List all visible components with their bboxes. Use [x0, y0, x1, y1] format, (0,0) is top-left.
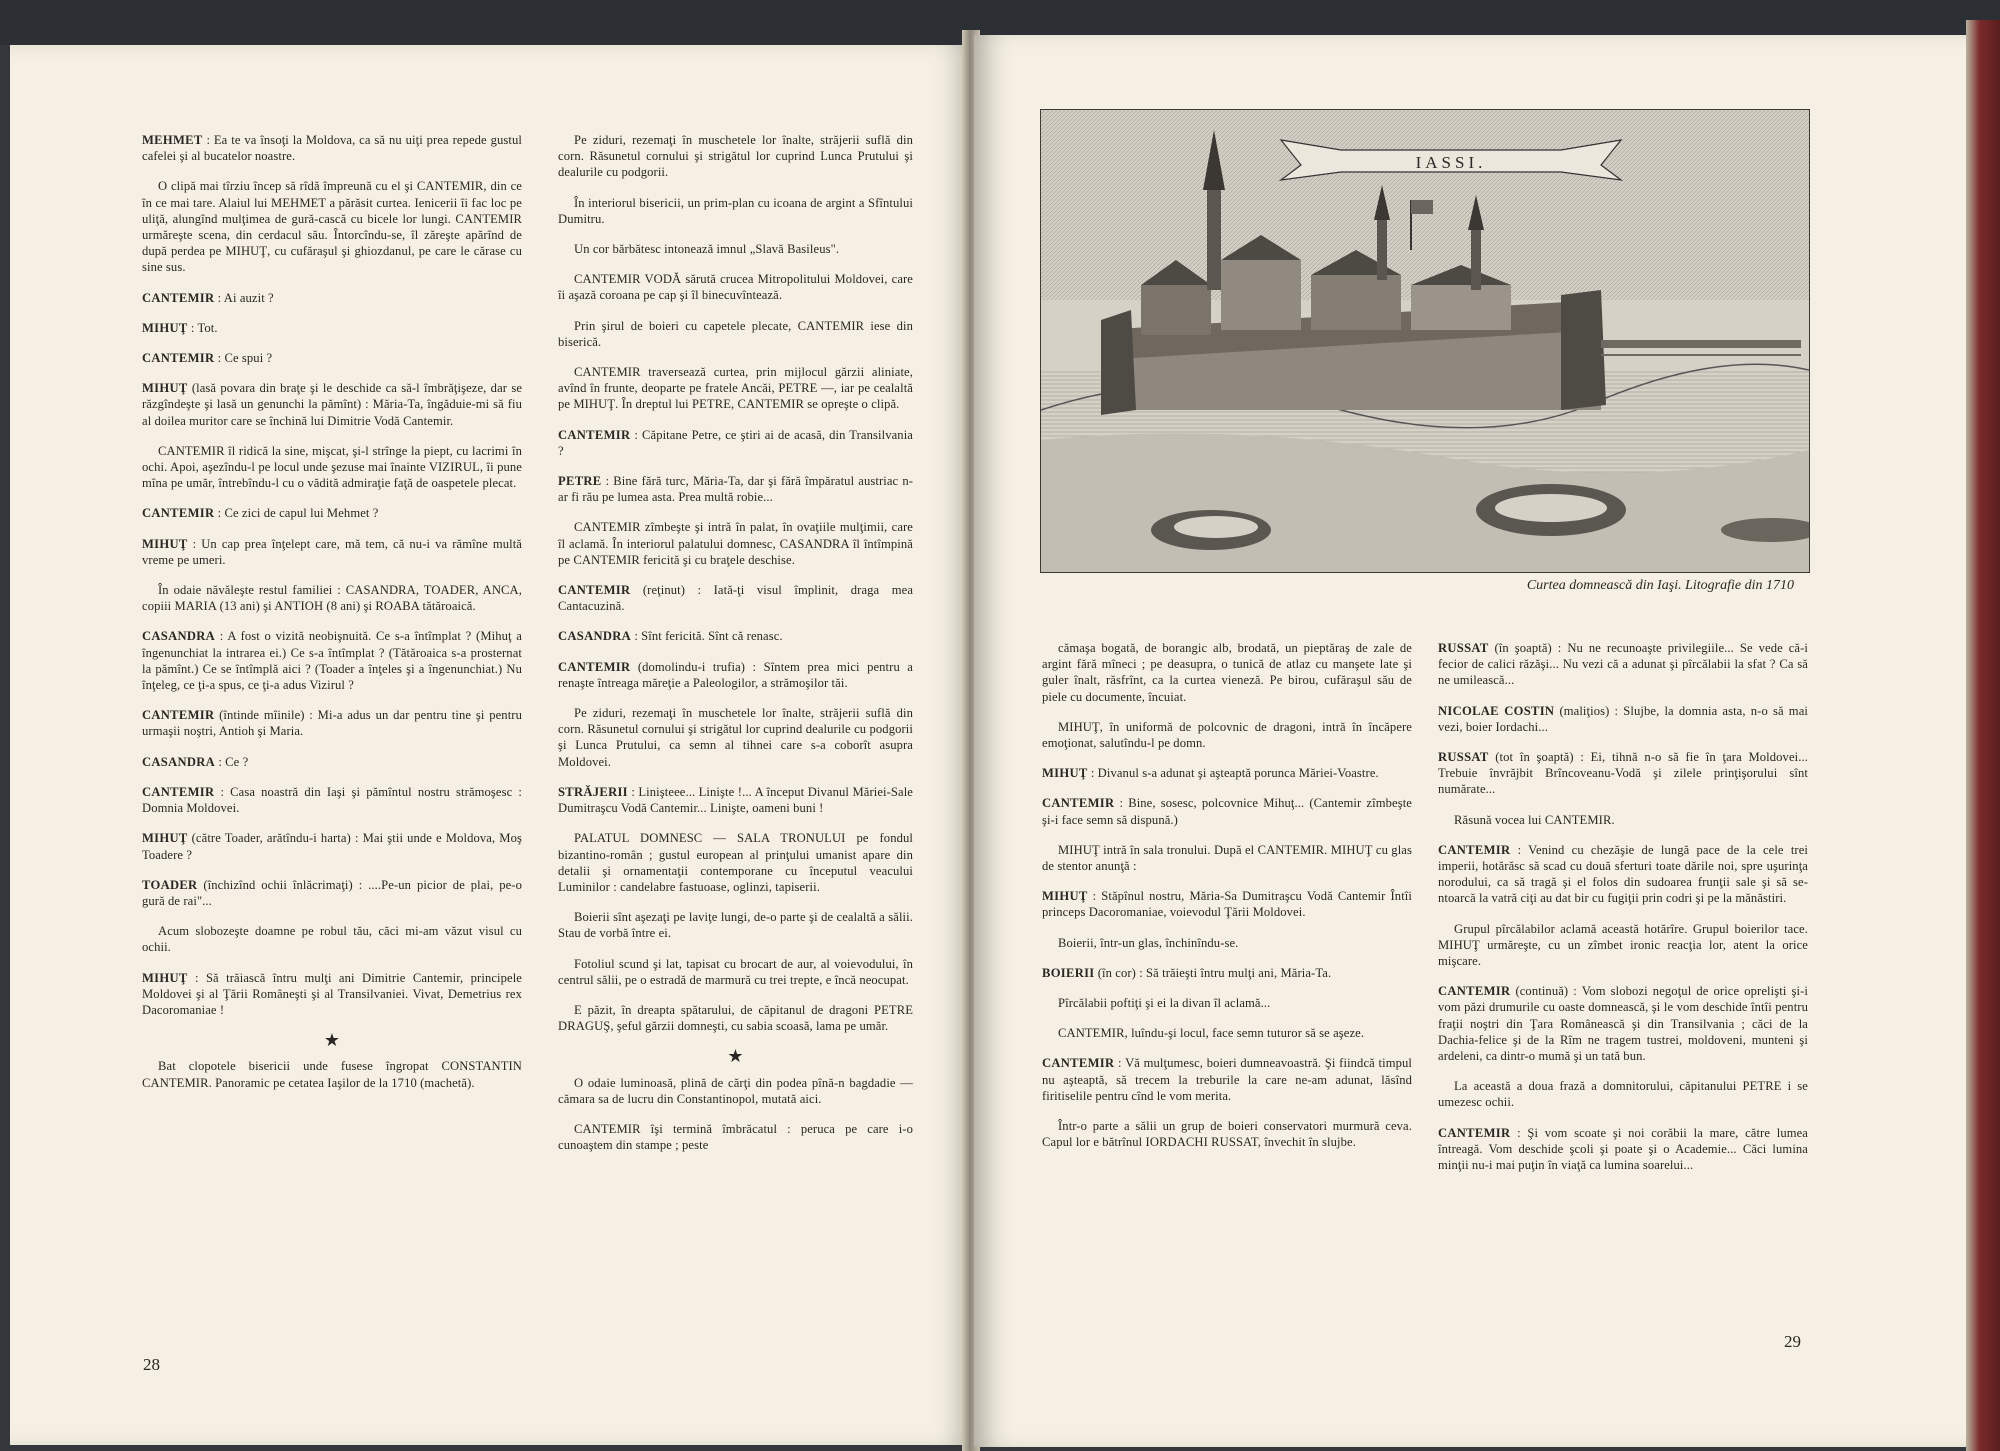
speaker-name: MIHUŢ: [1042, 889, 1088, 904]
paragraph-text: Boierii, într-un glas, închinîndu-se.: [1058, 935, 1239, 950]
speaker-name: MIHUŢ: [142, 831, 188, 846]
paragraph-text: (domolindu-i trufia) : Sîntem prea mici pentru a renaşte întreaga măreţie a Paleologilor, a strămoşilor tăi.: [558, 659, 913, 690]
speaker-name: CANTEMIR: [1042, 796, 1115, 811]
left-page: [10, 45, 970, 1445]
paragraph-text: CANTEMIR zîmbeşte şi intră în palat, în ovaţiile mulţimii, care îl aclamă. În interiorul palatului domnesc, CASANDRA îl întîmpină pe CANTEMIR fericită şi cu braţele deschise.: [558, 520, 913, 567]
speaker-name: CANTEMIR: [142, 506, 215, 521]
speaker-name: CASANDRA: [142, 754, 216, 769]
stage-direction: [558, 132, 913, 181]
speaker-name: RUSSAT: [1438, 641, 1489, 655]
paragraph-text: : Tot.: [190, 320, 218, 335]
stage-direction: [1042, 640, 1412, 705]
stage-direction: [1042, 1118, 1412, 1150]
paragraph-text: : Bine fără turc, Măria-Ta, dar şi fără împăratul austriac n-ar fi rău pe lumea asta. Prea multă robie...: [558, 474, 914, 505]
stage-direction: [558, 271, 913, 303]
dialogue-line: [1438, 983, 1808, 1064]
paragraph-text: : Vă mulţumesc, boieri dumneavoastră. Şi fiindcă timpul nu aşteaptă, să trecem la treburile la care ne-am adunat, lăsînd firitiselile pentru cînd le vom merita.: [1042, 1056, 1412, 1103]
dialogue-line: [1438, 842, 1808, 907]
paragraph-text: : Sînt fericită. Sînt că renasc.: [634, 629, 783, 644]
left-column-2: [558, 132, 913, 1167]
right-page: [974, 35, 1966, 1447]
stage-direction: [142, 443, 522, 492]
paragraph-text: În interiorul bisericii, un prim-plan cu icoana de argint a Sfîntului Dumitru.: [558, 195, 913, 226]
speaker-name: PETRE: [558, 474, 602, 489]
speaker-name: NICOLAE COSTIN: [1438, 703, 1555, 718]
paragraph-text: : Stăpînul nostru, Măria-Sa Dumitraşcu Vodă Cantemir Întîi princeps Dacoromaniae, voievodul Ţării Moldovei.: [1042, 889, 1413, 920]
dialogue-line: [142, 784, 522, 816]
paragraph-text: : Venind cu chezăşie de lungă pace de la cele trei imperii, hotărăsc să scad cu două sferturi toate dările noi, spre uşurinţa norodului, ca să tragă şi el folos din sudoarea frunţii sale şi să se-ntoarcă la vatră ciţi au dat bir cu fugiţii prin codri şi pe la mănăstiri.: [1438, 842, 1809, 906]
paragraph-text: : Să trăiască întru mulţi ani Dimitrie Cantemir, principele Moldovei şi al Ţării Româneşti şi al Transilvaniei. Vivat, Demetrius rex Dacoromaniae !: [142, 970, 522, 1017]
paragraph-text: : Divanul s-a adunat şi aşteaptă porunca Măriei-Voastre.: [1090, 766, 1379, 781]
paragraph-text: : Ce ?: [218, 754, 249, 769]
dialogue-line: [1042, 795, 1412, 827]
stage-direction: [142, 178, 522, 275]
paragraph-text: Bat clopotele bisericii unde fusese îngropat CONSTANTIN CANTEMIR. Panoramic pe cetatea Iaşilor de la 1710 (machetă).: [142, 1059, 522, 1090]
dialogue-line: [142, 970, 522, 1019]
speaker-name: CANTEMIR: [1438, 984, 1511, 999]
paragraph-text: (în cor) : Să trăieşti întru mulţi ani, Măria-Ta.: [1097, 965, 1332, 980]
paragraph-text: CANTEMIR, luîndu-şi locul, face semn tuturor să se aşeze.: [1058, 1026, 1365, 1041]
paragraph-text: Fotoliul scund şi lat, tapisat cu brocart de aur, al voievodului, în centrul sălii, pe o estradă de marmură cu trei trepte, e încă neocupat.: [558, 956, 913, 987]
paragraph-text: Grupul pîrcălabilor aclamă această hotărîre. Grupul boierilor tace. MIHUŢ urmăreşte, cu un zîmbet ironic reacţia lor, atent la orice mişcare.: [1438, 921, 1808, 969]
dialogue-line: [142, 628, 522, 693]
dialogue-line: [142, 505, 522, 521]
speaker-name: MIHUŢ: [142, 536, 188, 551]
page-number-right: 29: [1784, 1332, 1801, 1351]
paragraph-text: CANTEMIR traversează curtea, prin mijlocul gărzii aliniate, avînd în frunte, deoparte pe fratele Ancăi, PETRE —, iar pe cealaltă pe MIHUŢ. În dreptul lui PETRE, CANTEMIR se opreşte o clipă.: [558, 365, 913, 412]
paragraph-text: MIHUŢ intră în sala tronului. După el CANTEMIR. MIHUŢ cu glas de stentor anunţă :: [1042, 842, 1412, 874]
stage-direction: [142, 1058, 522, 1090]
dialogue-line: [142, 350, 522, 366]
paragraph-text: (în şoaptă) : Nu ne recunoaşte privilegiile... Se vede că-i fecior de calici răzăşi... Nu vezi că a adunat şi pîrcălabii la sfat ? Ca să ne umilească...: [1438, 641, 1808, 688]
dialogue-line: [1042, 765, 1412, 781]
paragraph-text: : Casa noastră din Iaşi şi pămîntul nostru strămoşesc : Domnia Moldovei.: [142, 784, 523, 816]
speaker-name: CASANDRA: [142, 629, 216, 644]
stage-direction: [1438, 812, 1808, 828]
paragraph-text: La această a doua frază a domnitorului, căpitanului PETRE i se umezesc ochii.: [1438, 1079, 1808, 1110]
book-edge-strip: [1966, 20, 2000, 1451]
speaker-name: CANTEMIR: [142, 784, 215, 799]
speaker-name: CANTEMIR: [1042, 1056, 1115, 1071]
stage-direction: [558, 1002, 913, 1034]
speaker-name: MIHUŢ: [142, 381, 188, 396]
dialogue-line: [1438, 749, 1808, 798]
dialogue-line: [558, 427, 913, 459]
speaker-name: STRĂJERII: [558, 784, 628, 799]
paragraph-text: (maliţios) : Slujbe, la domnia asta, n-o să mai vezi, boier Iordachi...: [1438, 703, 1808, 734]
right-column-1: [1042, 640, 1412, 1164]
stage-direction: [558, 909, 913, 941]
stage-direction: [558, 1121, 913, 1153]
stage-direction: [142, 582, 522, 614]
paragraph-text: E păzit, în dreapta spătarului, de căpitanul de dragoni PETRE DRAGUŞ, şeful gărzii domneşti, cu sabia scoasă, lama pe umăr.: [558, 1002, 913, 1034]
paragraph-text: (continuă) : Vom slobozi negoţul de orice oprelişti şi-i vom păzi drumurile cu oaste domnească, şi le vom deschide întîi pentru fraţii noştri din Ţara Românească şi din Transilvania ; căci de la Dachia-felice şi de la Rîm ne tragem tustrei, moldoveni, munteni şi ardeleni, ca dintr-o mumă şi un tată bun.: [1438, 984, 1809, 1064]
dialogue-line: [142, 707, 522, 739]
speaker-name: CANTEMIR: [558, 583, 631, 598]
dialogue-line: [558, 628, 913, 644]
paragraph-text: cămaşa bogată, de borangic alb, brodată, un pieptăraş de zale de argint fără mîneci ; pe deasupra, o tunică de atlaz cu manşete late şi guler înalt, răsfrînt, ca la curtea vieneză. Pe birou, cufăraşul său de piele cu documente, încuiat.: [1042, 641, 1412, 704]
paragraph-text: (reţinut) : Iată-ţi visul împlinit, draga mea Cantacuzină.: [558, 583, 914, 614]
paragraph-text: : Căpitane Petre, ce ştiri ai de acasă, din Transilvania ?: [558, 427, 913, 458]
dialogue-line: [142, 380, 522, 429]
paragraph-text: : Linişteee... Linişte !... A început Divanul Măriei-Sale Dumitraşcu Vodă Cantemir... Linişte, oameni buni !: [558, 784, 913, 816]
stage-direction: [1042, 995, 1412, 1011]
right-column-2: [1438, 640, 1808, 1187]
speaker-name: MIHUŢ: [142, 320, 188, 335]
speaker-name: MEHMET: [142, 133, 203, 147]
dialogue-line: [558, 582, 913, 614]
stage-direction: [1438, 921, 1808, 970]
dialogue-line: [142, 754, 522, 770]
dialogue-line: [558, 473, 913, 505]
speaker-name: BOIERII: [1042, 965, 1095, 980]
paragraph-text: Un cor bărbătesc intonează imnul „Slavă Basileus".: [574, 242, 840, 257]
dialogue-line: [142, 830, 522, 862]
paragraph-text: Boierii sînt aşezaţi pe laviţe lungi, de-o parte şi de cealaltă a sălii. Stau de vorbă între ei.: [558, 910, 913, 941]
paragraph-text: CANTEMIR VODĂ sărută crucea Mitropolitului Moldovei, care îi aşază coroana pe cap şi îl binecuvîntează.: [558, 272, 913, 303]
dialogue-line: [1042, 1055, 1412, 1104]
stage-direction: [142, 923, 522, 955]
speaker-name: CANTEMIR: [142, 290, 215, 305]
stage-direction: [1438, 1078, 1808, 1110]
speaker-name: CANTEMIR: [558, 659, 631, 674]
paragraph-text: CANTEMIR îl ridică la sine, mişcat, şi-l strînge la piept, cu lacrimi în ochi. Apoi, aşezîndu-l pe locul unde şezuse mai înainte VIZIRUL, îi pune mîna pe umăr, întrebîndu-l cu o vădită admiraţie faţă de oaspetele plecat.: [142, 443, 522, 491]
stage-direction: [558, 1075, 913, 1107]
speaker-name: CASANDRA: [558, 629, 632, 644]
paragraph-text: : Un cap prea înţelept care, mă tem, că nu-i va rămîne multă vreme pe umeri.: [142, 536, 522, 567]
iasi-fortress-illustration: [1041, 110, 1809, 572]
paragraph-text: (către Toader, arătîndu-i harta) : Mai ştii unde e Moldova, Moş Toadere ?: [142, 831, 522, 862]
paragraph-text: Răsună vocea lui CANTEMIR.: [1454, 812, 1615, 827]
dialogue-line: [558, 784, 913, 816]
section-star: ★: [727, 1046, 744, 1067]
paragraph-text: Într-o parte a sălii un grup de boieri conservatori murmură ceva. Capul lor e bătrînul IORDACHI RUSSAT, învechit în slujbe.: [1042, 1119, 1412, 1150]
dialogue-line: [1042, 888, 1412, 920]
stage-direction: [558, 195, 913, 227]
paragraph-text: Acum slobozeşte doamne pe robul tău, căci mi-am văzut visul cu ochii.: [142, 924, 522, 955]
paragraph-text: : A fost o vizită neobişnuită. Ce s-a întîmplat ? (Mihuţ a îngenunchiat la intrarea ei.) Ce s-a întîmplat ? (Tătăroaica s-a prosternat la pămînt.) Ce se întîmplă aici ? (Toader a înţeles şi a îngenunchiat.) Nu înţeleg, ce ţi-a spus, ce ţi-a adus Vizirul ?: [142, 629, 522, 693]
speaker-name: CANTEMIR: [1438, 842, 1511, 857]
stage-direction: [1042, 935, 1412, 951]
dialogue-line: [142, 290, 522, 306]
speaker-name: TOADER: [142, 877, 198, 892]
paragraph-text: (întinde mîinile) : Mi-a adus un dar pentru tine şi pentru urmaşii noştri, Antioh şi Maria.: [142, 708, 522, 739]
paragraph-text: Pe ziduri, rezemaţi în muschetele lor înalte, străjerii suflă din corn. Răsunetul cornului şi strigătul lor cuprind dealurile cu podgorii şi Lunca Prutului, ca semn al tihnei care s-a coborît asupra Moldovei.: [558, 706, 913, 769]
speaker-name: RUSSAT: [1438, 750, 1489, 765]
paragraph-text: Pe ziduri, rezemaţi în muschetele lor înalte, străjerii suflă din corn. Răsunetul cornului şi strigătul lor cuprind Lunca Prutului şi dealurile cu podgorii.: [558, 133, 913, 180]
dialogue-line: [142, 320, 522, 336]
speaker-name: CANTEMIR: [558, 427, 631, 442]
left-column-1: [142, 132, 522, 1105]
speaker-name: CANTEMIR: [142, 708, 215, 723]
dialogue-line: [558, 659, 913, 691]
paragraph-text: Prin şirul de boieri cu capetele plecate, CANTEMIR iese din biserică.: [558, 318, 913, 349]
dialogue-line: [1438, 1125, 1808, 1174]
dialogue-line: [1438, 703, 1808, 735]
stage-direction: [1042, 842, 1412, 874]
dialogue-line: [1042, 965, 1412, 981]
paragraph-text: CANTEMIR îşi termină îmbrăcatul : peruca pe care i-o cunoaştem din stampe ; peste: [558, 1121, 913, 1153]
stage-direction: [558, 956, 913, 988]
stage-direction: [558, 318, 913, 350]
paragraph-text: Pîrcălabii poftiţi şi ei la divan îl aclamă...: [1058, 996, 1271, 1011]
stage-direction: [558, 241, 913, 257]
paragraph-text: : Şi vom scoate şi noi corăbii la mare, către lumea întreagă. Vom deschide şcoli şi poate şi o Academie... Căci lumina minţii nu-i mai puţin în viaţă ca lumina soarelui...: [1438, 1125, 1808, 1173]
paragraph-text: PALATUL DOMNESC — SALA TRONULUI pe fondul bizantino-român ; gustul european al prinţului umanist apare din detalii şi ornamentaţii contemporane cu începutul veacului Luminilor : candelabre fastuoase, oglinzi, tapiserii.: [558, 831, 913, 894]
stage-direction: [1042, 719, 1412, 751]
dialogue-line: [142, 877, 522, 909]
stage-direction: [1042, 1025, 1412, 1041]
paragraph-text: (lasă povara din braţe şi le deschide ca să-l îmbrăţişeze, dar se răzgîndeşte şi lasă un genunchi la pămînt) : Măria-Ta, îngăduie-mi să fiu al doilea muritor care se închină lui Dimitrie Vodă Cantemir.: [142, 381, 523, 428]
section-star: ★: [323, 1030, 341, 1051]
paragraph-text: (închizînd ochii înlăcrimaţi) : ....Pe-un picior de plai, pe-o gură de rai"...: [142, 877, 522, 908]
page-number-left: 28: [143, 1355, 160, 1374]
paragraph-text: : Ea te va însoţi la Moldova, ca să nu uiţi prea repede gustul cafelei şi al bucatelor noastre.: [142, 133, 522, 164]
dialogue-line: [142, 132, 522, 164]
stage-direction: [558, 830, 913, 895]
speaker-name: CANTEMIR: [1438, 1125, 1511, 1140]
paragraph-text: : Ce zici de capul lui Mehmet ?: [217, 506, 379, 521]
paragraph-text: În odaie năvăleşte restul familiei : CASANDRA, TOADER, ANCA, copiii MARIA (13 ani) şi ANTIOH (8 ani) şi ROABA tătăroaică.: [142, 583, 522, 614]
paragraph-text: : Ai auzit ?: [217, 290, 274, 305]
paragraph-text: O clipă mai tîrziu încep să rîdă împreună cu el şi CANTEMIR, din ce în ce mai tare. Alaiul lui MEHMET a părăsit curtea. Ienicerii îi fac loc pe uliţă, alungînd mulţimea de gură-cască cu bicele lor lungi. CANTEMIR urmăreşte scena, din cerdacul său. Întorcîndu-se, îl zăreşte apărînd de după perdea pe MIHUŢ, cu cufăraşul şi ghiozdanul, pe care le cărase cu sine sus.: [142, 179, 522, 275]
stage-direction: [558, 705, 913, 770]
paragraph-text: MIHUŢ, în uniformă de polcovnic de dragoni, intră în încăpere emoţionat, salutîndu-l pe domn.: [1042, 719, 1412, 751]
paragraph-text: O odaie luminoasă, plină de cărţi din podea pînă-n bagdadie — cămara sa de lucru din Constantinopol, mutată aici.: [558, 1075, 913, 1106]
speaker-name: CANTEMIR: [142, 351, 215, 366]
stage-direction: [558, 364, 913, 413]
figure-caption: Curtea domnească din Iaşi. Litografie din 1710: [1526, 578, 1794, 593]
paragraph-text: (tot în şoaptă) : Ei, tihnă n-o să fie în ţara Moldovei... Trebuie învrăjbit Brîncoveanu-Vodă şi zilele prinţişorului sînt numărate...: [1438, 750, 1808, 797]
dialogue-line: [1438, 640, 1808, 689]
speaker-name: MIHUŢ: [1042, 766, 1088, 781]
speaker-name: MIHUŢ: [142, 970, 188, 985]
lithograph-image: [1040, 109, 1810, 573]
dialogue-line: [142, 536, 522, 568]
stage-direction: [558, 519, 913, 568]
paragraph-text: : Bine, sosesc, polcovnice Mihuţ... (Cantemir zîmbeşte şi-i face semn să dispună.): [1042, 796, 1412, 827]
figure-banner: IASSI.: [1415, 153, 1487, 172]
paragraph-text: : Ce spui ?: [217, 351, 273, 366]
